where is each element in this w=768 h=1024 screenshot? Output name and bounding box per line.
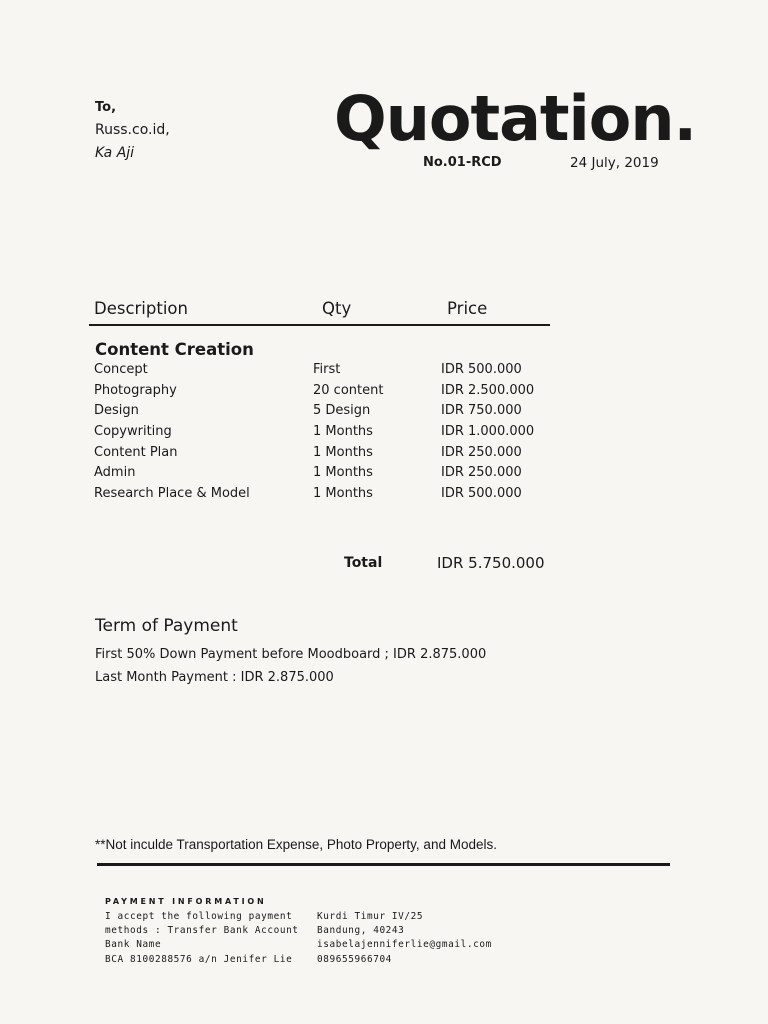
table-row <box>94 362 564 383</box>
item-description: Copywriting <box>94 424 172 440</box>
table-row <box>94 445 564 466</box>
table-row <box>94 424 564 445</box>
item-price: IDR 250.000 <box>441 465 522 481</box>
column-header-price: Price <box>447 299 488 318</box>
item-price: IDR 2.500.000 <box>441 382 535 398</box>
item-qty: 5 Design <box>313 403 371 419</box>
item-description: Concept <box>94 362 148 377</box>
table-row <box>94 486 564 507</box>
quotation-number: No.01-RCD <box>423 155 502 170</box>
item-qty: First <box>313 362 341 377</box>
total-label: Total <box>344 555 383 571</box>
recipient-label: To, <box>95 100 117 115</box>
payment-line: Bank Name <box>105 939 162 951</box>
section-title: Content Creation <box>95 340 254 359</box>
terms-title: Term of Payment <box>95 616 238 636</box>
item-description: Research Place & Model <box>94 486 250 502</box>
terms-line: Last Month Payment : IDR 2.875.000 <box>95 670 334 685</box>
contact-phone: 089655966704 <box>317 953 392 965</box>
item-description: Admin <box>94 465 136 481</box>
item-qty: 1 Months <box>313 486 373 502</box>
item-price: IDR 750.000 <box>441 403 522 419</box>
payment-line: I accept the following payment <box>105 911 293 922</box>
payment-methods <box>105 910 299 967</box>
column-header-description: Description <box>94 299 188 318</box>
contact-email: isabelajenniferlie@gmail.com <box>317 939 492 951</box>
recipient-person: Ka Aji <box>95 145 135 161</box>
line-items <box>94 362 564 507</box>
recipient-company: Russ.co.id, <box>95 122 170 138</box>
payment-line: methods : Transfer Bank Account <box>105 925 299 937</box>
item-qty: 1 Months <box>313 465 373 481</box>
quotation-date: 24 July, 2019 <box>570 155 659 171</box>
table-row <box>94 383 564 404</box>
document-title: Quotation. <box>334 82 697 155</box>
contact-city: Bandung, 40243 <box>317 925 405 937</box>
item-price: IDR 1.000.000 <box>441 424 535 440</box>
footer-divider <box>97 863 670 866</box>
payment-info-title: PAYMENT INFORMATION <box>105 897 267 906</box>
table-row <box>94 465 564 486</box>
payment-line: BCA 8100288576 a/n Jenifer Lie <box>105 953 293 965</box>
item-description: Design <box>94 403 139 419</box>
header-divider <box>89 324 550 326</box>
item-qty: 20 content <box>313 382 384 398</box>
table-row <box>94 403 564 424</box>
contact-address: Kurdi Timur IV/25 <box>317 911 424 922</box>
item-description: Content Plan <box>94 444 178 460</box>
exclusion-note: **Not inculde Transportation Expense, Photo Property, and Models. <box>95 837 497 852</box>
item-price: IDR 250.000 <box>441 444 522 460</box>
terms-line: First 50% Down Payment before Moodboard ; IDR 2.875.000 <box>95 647 487 662</box>
item-qty: 1 Months <box>313 444 373 460</box>
item-description: Photography <box>94 382 177 398</box>
item-price: IDR 500.000 <box>441 362 522 377</box>
contact-details <box>317 910 492 967</box>
column-header-qty: Qty <box>322 299 352 318</box>
item-price: IDR 500.000 <box>441 486 522 502</box>
total-value: IDR 5.750.000 <box>437 554 545 572</box>
item-qty: 1 Months <box>313 424 373 440</box>
